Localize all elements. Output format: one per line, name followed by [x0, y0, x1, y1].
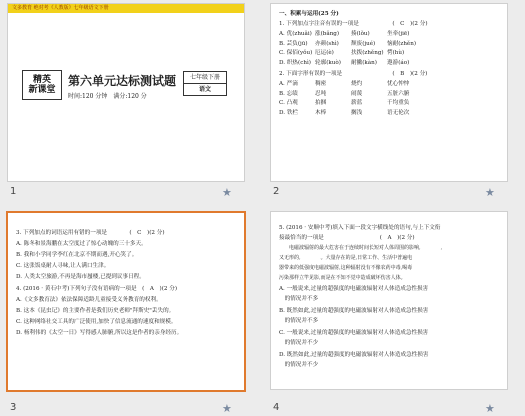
text-line: C. 一般说来,过量的超强度的电磁波辐射对人体造成急性损害	[279, 330, 429, 336]
slide-number: 1	[10, 186, 17, 197]
text-line: D. 既然如此,过量的超强度的电磁波辐射对人体造成急性损害	[279, 352, 429, 358]
text-line: 污染那样立竿见影,而是在不知不觉中造成破坏伤害人体。	[279, 275, 406, 281]
text-line: 器带来的低强度电磁波辐射,这种辐射没有不像农药中毒,喝毒	[279, 265, 413, 271]
text-line: A. 陈冬和景海鹏在太空度过了惊心动魄的三十多天。	[16, 241, 147, 247]
text-line: C. 这张饭桌耐人寻味,让人满口生津。	[16, 263, 110, 269]
star-icon[interactable]: ★	[485, 402, 495, 415]
text-line: 4. (2016 · 黄石中考)下列句子没有语病的一项是 ( A )(2 分)	[16, 286, 178, 292]
question-1: 1. 下列加点字注音有误的一项是 ( C )(2 分)	[279, 21, 428, 27]
text-line: 又无形的, 。大量存在的是,日常工作、生活中普遍电	[279, 255, 413, 261]
slide-thumb-2[interactable]	[263, 0, 525, 208]
grade-box: 七年级下册 语文	[183, 71, 227, 96]
text-line: B. 这本《昆虫记》的主要作者是我们历史老师"拜斯史"丢失的。	[16, 308, 175, 314]
section-heading: 一、积累与运用(25 分)	[279, 11, 339, 17]
question-2: 2. 下面字形有误的一项是 ( B )(2 分)	[279, 71, 428, 77]
text-line: 5. (2016 · 安顺中考)填入下面一段文字横线处的语句,与上下文衔	[279, 225, 441, 231]
slide-canvas[interactable]	[7, 3, 245, 182]
text-line: 3. 下列加点的词语运用有错的一项是 ( C )(2 分)	[16, 230, 165, 236]
slide-number: 3	[10, 402, 17, 413]
slide-thumb-1[interactable]	[0, 0, 262, 208]
text-line: D. 人类太空旅游,不再是海市蜃楼,已提到议事日程。	[16, 274, 145, 280]
slide-header-bar: 文多教育 绝对考《人教版》七年级语文下册	[8, 4, 244, 13]
slide-thumb-4[interactable]	[263, 208, 525, 416]
q2-options: A. 严滴 稠密 烧灼 忧心忡忡 B. 忘绩 忍吨 闹蔑 五脏六腑 C. 凸观 拍捆 薪蓝 千均重负 D. 铁栏 木棒 搁浅 语无伦次	[279, 81, 410, 116]
text-line: C. 这种网络社交工具的广泛使用,加快了信息流通的速度和规模。	[16, 319, 177, 325]
text-line: 的情况并不多	[279, 318, 319, 324]
text-line: 的情况并不多	[279, 296, 319, 302]
book-logo: 精英 新课堂	[22, 70, 62, 100]
text-line: 接最恰当的一项是 ( A )(2 分)	[279, 235, 415, 241]
slide-canvas[interactable]	[270, 3, 508, 182]
slide-number: 4	[273, 402, 280, 413]
text-line: 电磁波辐射的最大危害在于连续时间长短对人体周围的影响, ,	[279, 245, 443, 251]
slide-thumb-3[interactable]	[0, 208, 262, 416]
star-icon[interactable]: ★	[222, 186, 232, 199]
star-icon[interactable]: ★	[485, 186, 495, 199]
slide-canvas[interactable]	[270, 211, 508, 390]
slide-number: 2	[273, 186, 280, 197]
text-line: D. 杨利伟的《太空一日》写得感人肺腑,所以这是作者的亲身经历。	[16, 330, 183, 336]
text-line: A.《文多教育法》依法保障适龄儿童接受义务教育的权利。	[16, 297, 162, 303]
text-line: 的情况并不少	[279, 362, 319, 368]
q1-options: A. 优(zhuǎi) 涨(bǎng) 揍(lǒu) 坐牵(jiē) B. 芸负(jū) 亦颜(shì) 颓废(jué) 恼耐(zhěn) C. 保佰(yǒu) 厄运(è) 扶拨(zhěng) 愕(hù) D. 织热(chì) 轮廓(kuò) 耐撇(kàn) 遨游(áo)	[279, 31, 417, 66]
slide-canvas[interactable]	[6, 211, 246, 392]
text-line: B. 我和小学同学李红在北京不期而遇,开心笑了。	[16, 252, 138, 258]
slide-title: 第六单元达标测试题	[68, 74, 177, 88]
text-line: A. 一般说来,过量的超强度的电磁波辐射对人体造成急性损害	[279, 286, 429, 292]
star-icon[interactable]: ★	[222, 402, 232, 415]
slide-subtitle: 时间:120 分钟 满分:120 分	[68, 93, 147, 100]
text-line: 的情况并不少	[279, 340, 319, 346]
text-line: B. 既然如此,过量的超强度的电磁波辐射对人体造成急性损害	[279, 308, 429, 314]
